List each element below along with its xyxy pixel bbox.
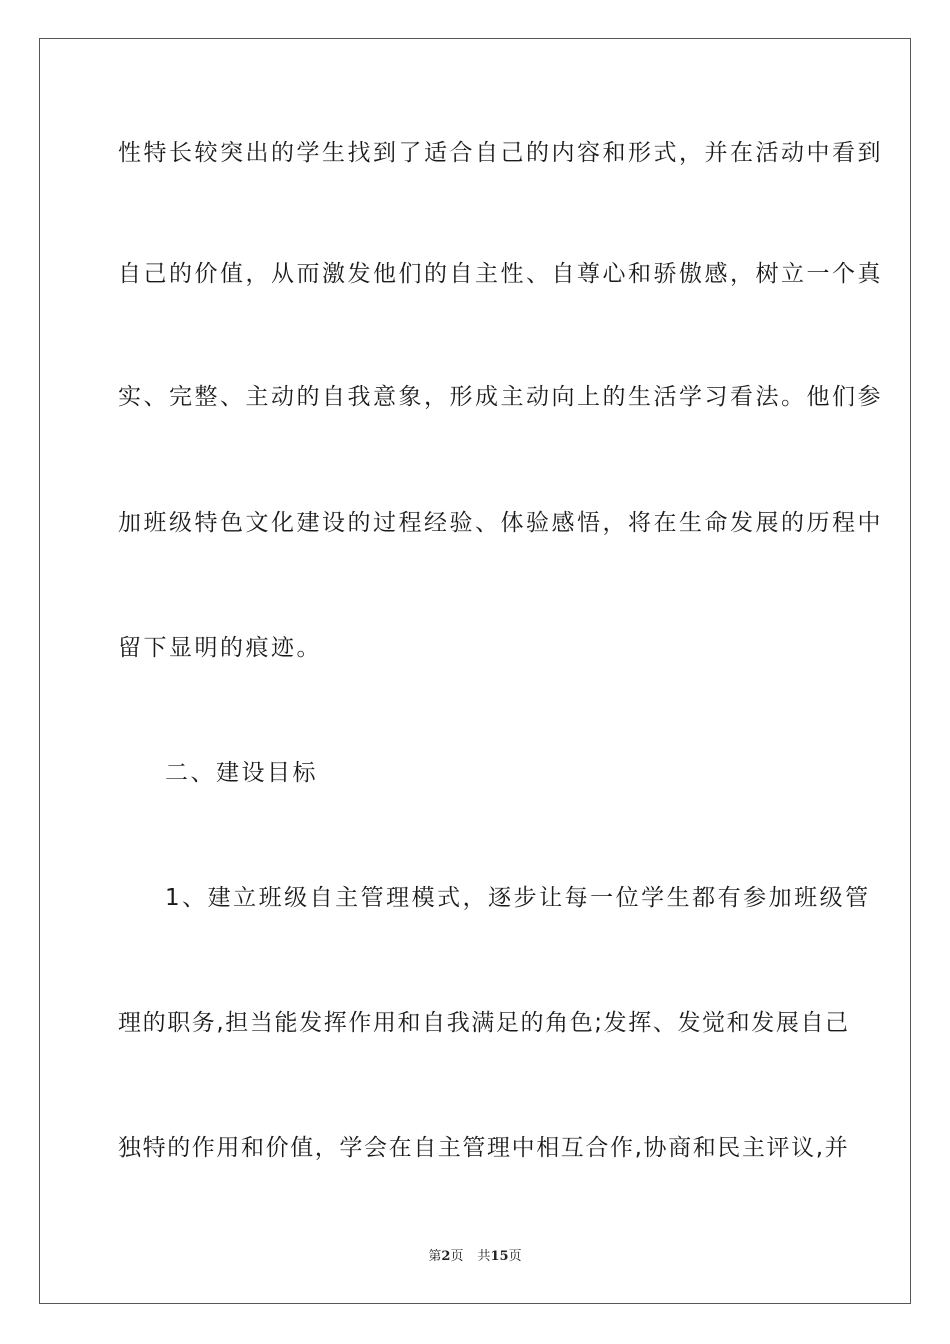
page-footer <box>0 1248 950 1266</box>
body-text-line: 1、建立班级自主管理模式，逐步让每一位学生都有参加班级管 <box>165 885 871 911</box>
footer-total-suffix: 页 <box>508 1249 522 1264</box>
page-border <box>39 38 911 1304</box>
body-text-line: 性特长较突出的学生找到了适合自己的内容和形式，并在活动中看到 <box>118 140 883 166</box>
footer-total-prefix: 共 <box>477 1249 491 1264</box>
body-text-line: 加班级特色文化建设的过程经验、体验感悟，将在生命发展的历程中 <box>118 510 883 536</box>
body-text-line: 独特的作用和价值，学会在自主管理中相互合作,协商和民主评议,并 <box>118 1135 850 1161</box>
footer-page-prefix: 第 <box>428 1249 442 1264</box>
body-text-line: 留下显明的痕迹。 <box>118 635 322 661</box>
section-heading: 二、建设目标 <box>165 760 318 786</box>
body-text-line: 理的职务,担当能发挥作用和自我满足的角色;发挥、发觉和发展自己 <box>118 1010 850 1036</box>
footer-total-pages: 15 <box>490 1249 509 1264</box>
body-text-line: 自己的价值，从而激发他们的自主性、自尊心和骄傲感，树立一个真 <box>118 261 883 287</box>
footer-page-suffix: 页 <box>450 1249 464 1264</box>
footer-page-number: 2 <box>441 1249 451 1264</box>
body-text-line: 实、完整、主动的自我意象，形成主动向上的生活学习看法。他们参 <box>118 384 883 410</box>
